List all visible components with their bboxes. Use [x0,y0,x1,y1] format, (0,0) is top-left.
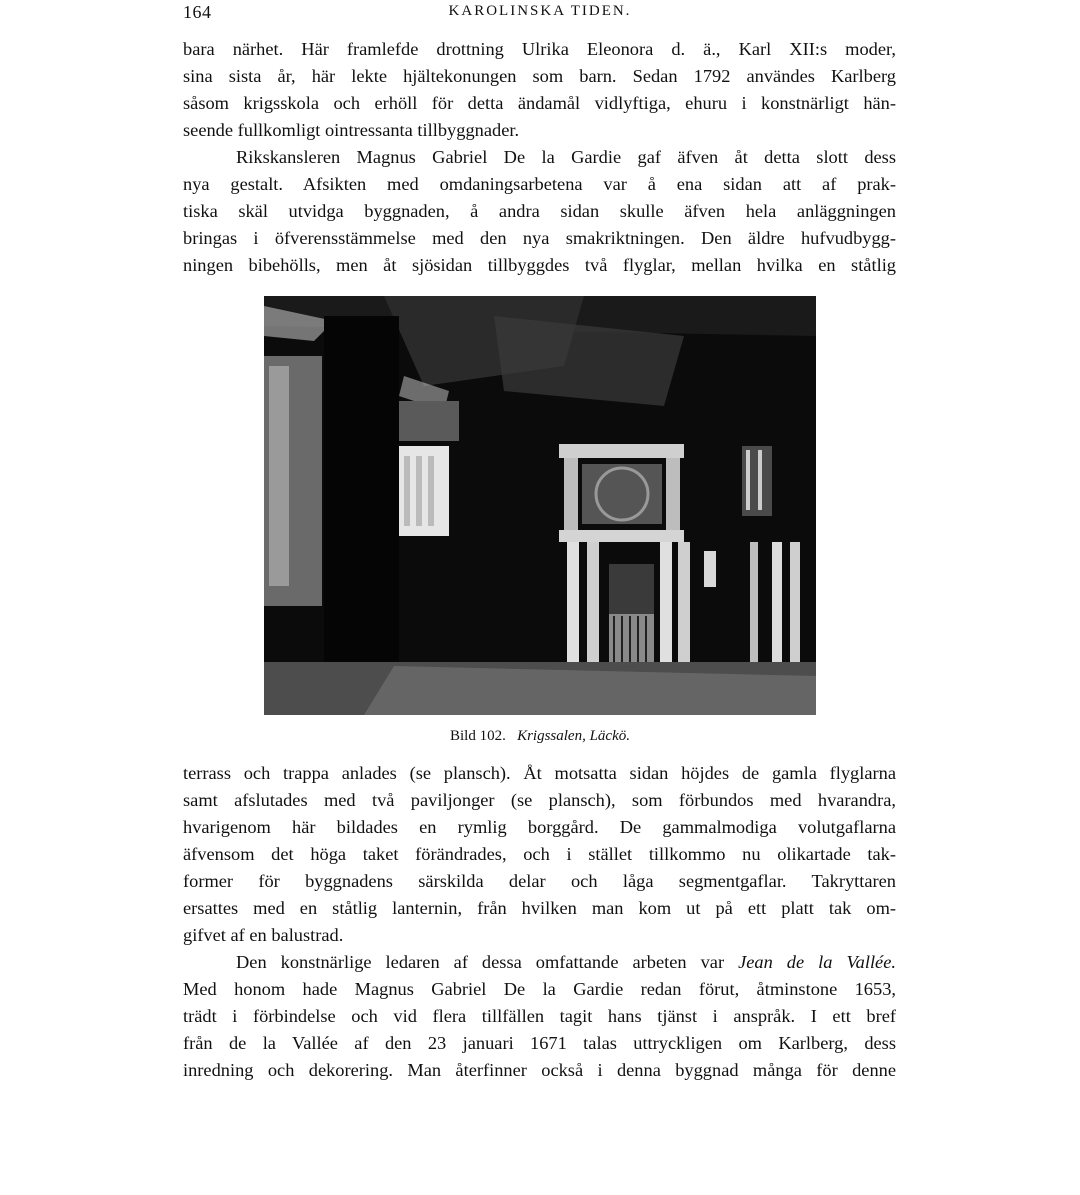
caption-title: Krigssalen, Läckö. [517,728,630,744]
text-line: bringas i öfverensstämmelse med den nya smakriktningen. Den äldre hufvudbygg- [183,228,896,248]
text-line: inredning och dekorering. Man återfinner också i denna byggnad många för denne [183,1060,896,1080]
figure-caption [0,726,1080,746]
architect-name: Jean de la Vallée. [738,952,896,972]
caption-label: Bild 102. [449,728,506,744]
figure-photo-krigssalen [264,296,816,715]
text-line: tiska skäl utvidga byggnaden, å andra sidan skulle äfven hela anläggningen [183,201,896,221]
text-line: gifvet af en balustrad. [183,925,344,945]
text-line: seende fullkomligt ointressanta tillbyggnader. [183,120,520,140]
page-number: 164 [183,2,212,22]
text-line: samt afslutades med två paviljonger (se plansch), som förbundos med hvarandra, [183,790,896,810]
text-fragment: Den konstnärlige ledaren af dessa omfattande arbeten var [236,952,739,972]
text-line: hvarigenom här bildades en rymlig borggård. De gammalmodiga volutgaflarna [183,817,896,837]
photo-illustration [264,296,816,715]
text-line: terrass och trappa anlades (se plansch). Åt motsatta sidan höjdes de gamla flyglarna [183,763,896,783]
text-line: ningen bibehölls, men åt sjösidan tillbyggdes två flyglar, mellan hvilka en ståtlig [183,255,896,275]
text-line: sina sista år, här lekte hjältekonungen som barn. Sedan 1792 användes Karlberg [183,66,896,86]
text-line: former för byggnadens särskilda delar och låga segmentgaflar. Takryttaren [183,871,896,891]
text-line: nya gestalt. Afsikten med omdaningsarbetena var å ena sidan att af prak- [183,174,896,194]
text-line: Med honom hade Magnus Gabriel De la Gardie redan förut, åtminstone 1653, [183,979,896,999]
text-line: bara närhet. Här framlefde drottning Ulrika Eleonora d. ä., Karl XII:s moder, [183,39,896,59]
text-line: ersattes med en ståtlig lanternin, från hvilken man kom ut på ett platt tak om- [183,898,896,918]
running-head: KAROLINSKA TIDEN. [448,3,632,19]
page-header [0,0,1080,30]
text-line: såsom krigsskola och erhöll för detta ändamål vidlyftiga, ehuru i konstnärligt hän- [183,93,896,113]
text-line: äfvensom det höga taket förändrades, och i stället tillkommo nu olikartade tak- [183,844,896,864]
text-line-with-name [236,949,896,976]
text-line: från de la Vallée af den 23 januari 1671 talas uttryckligen om Karlberg, dess [183,1033,896,1053]
text-line: Rikskansleren Magnus Gabriel De la Gardie gaf äfven åt detta slott dess [236,147,896,167]
text-line: trädt i förbindelse och vid flera tillfällen tagit hans tjänst i anspråk. I ett bref [183,1006,896,1026]
